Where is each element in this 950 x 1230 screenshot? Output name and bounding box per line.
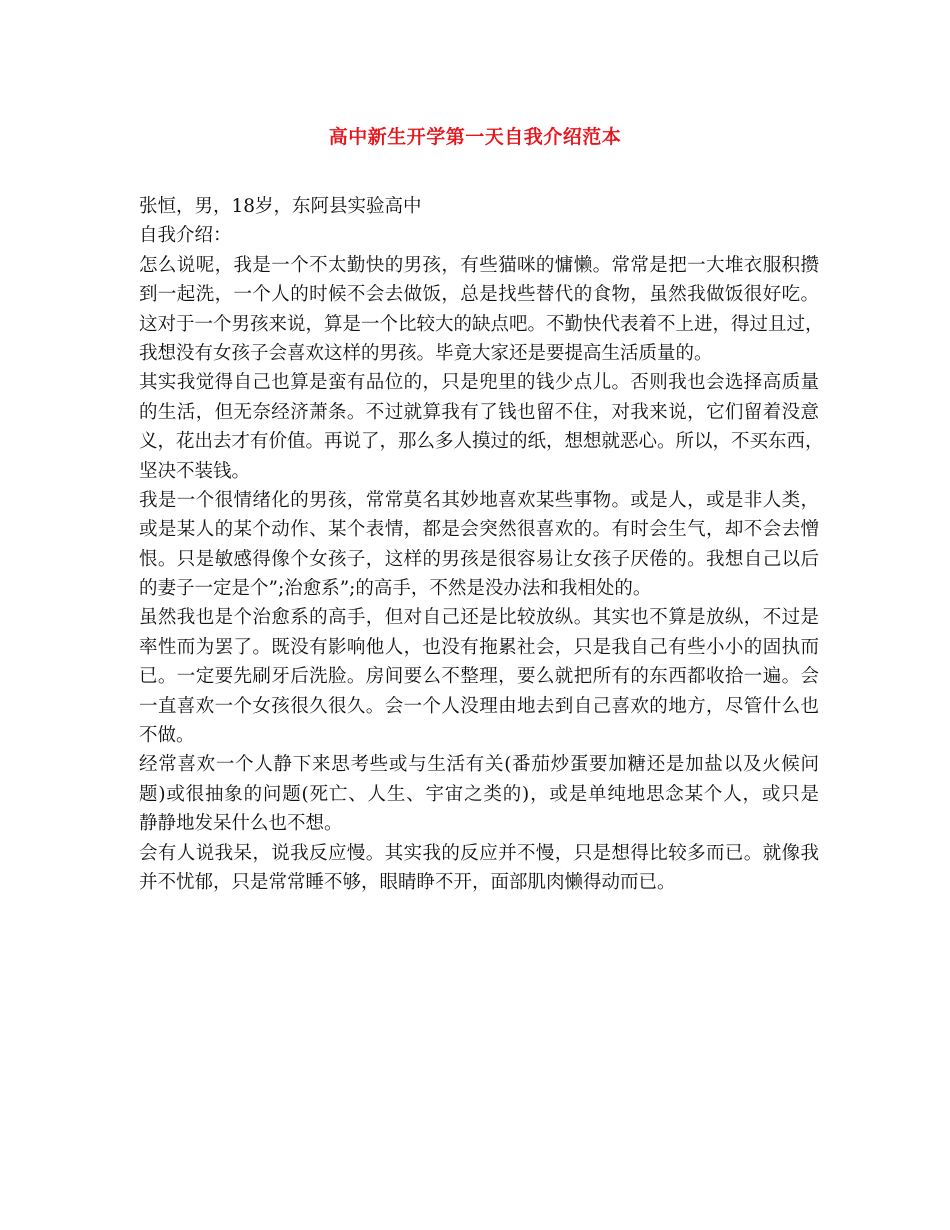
text-line: 虽然我也是个治愈系的高手，但对自己还是比较放纵。其实也不算是放纵，不过是 <box>139 607 819 629</box>
text-line: 自我介绍： <box>139 225 232 247</box>
text-line: 义，花出去才有价值。再说了，那么多人摸过的纸，想想就恶心。所以，不买东西， <box>139 431 824 453</box>
text-line: 张恒，男，18岁，东阿县实验高中 <box>139 196 422 217</box>
document-body <box>139 192 824 897</box>
document-title: 高中新生开学第一天自我介绍范本 <box>328 126 622 148</box>
text-line: 率性而为罢了。既没有影响他人，也没有拖累社会，只是我自己有些小小的固执而 <box>139 636 819 658</box>
text-line: 其实我觉得自己也算是蛮有品位的，只是兜里的钱少点儿。否则我也会选择高质量 <box>139 372 819 394</box>
text-line: 一直喜欢一个女孩很久很久。会一个人没理由地去到自己喜欢的地方，尽管什么也 <box>139 695 819 717</box>
text-line: 的妻子一定是个”;治愈系”;的高手，不然是没办法和我相处的。 <box>139 578 652 600</box>
text-line: 已。一定要先刷牙后洗脸。房间要么不整理，要么就把所有的东西都收拾一遍。会 <box>139 666 819 688</box>
text-line: 的生活，但无奈经济萧条。不过就算我有了钱也留不住，对我来说，它们留着没意 <box>139 401 819 423</box>
text-line: 我是一个很情绪化的男孩，常常莫名其妙地喜欢某些事物。或是人，或是非人类， <box>139 489 819 511</box>
text-line: 这对于一个男孩来说，算是一个比较大的缺点吧。不勤快代表着不上进，得过且过， <box>139 313 824 335</box>
text-line: 会有人说我呆，说我反应慢。其实我的反应并不慢，只是想得比较多而已。就像我 <box>139 842 819 864</box>
text-line: 到一起洗，一个人的时候不会去做饭，总是找些替代的食物，虽然我做饭很好吃。 <box>139 284 819 306</box>
text-line: 经常喜欢一个人静下来思考些或与生活有关(番茄炒蛋要加糖还是加盐以及火候问 <box>139 754 819 776</box>
text-line: 坚决不装钱。 <box>139 460 251 482</box>
text-line: 怎么说呢，我是一个不太勤快的男孩，有些猫咪的慵懒。常常是把一大堆衣服积攒 <box>139 254 819 276</box>
text-line: 静静地发呆什么也不想。 <box>139 813 343 835</box>
text-line: 我想没有女孩子会喜欢这样的男孩。毕竟大家还是要提高生活质量的。 <box>139 342 713 364</box>
text-line: 题)或很抽象的问题(死亡、人生、宇宙之类的)，或是单纯地思念某个人，或只是 <box>139 783 819 805</box>
text-line: 或是某人的某个动作、某个表情，都是会突然很喜欢的。有时会生气，却不会去憎 <box>139 519 819 541</box>
text-line: 不做。 <box>139 725 195 747</box>
text-line: 并不忧郁，只是常常睡不够，眼睛睁不开，面部肌肉懒得动而已。 <box>139 871 676 893</box>
text-line: 恨。只是敏感得像个女孩子，这样的男孩是很容易让女孩子厌倦的。我想自己以后 <box>139 548 819 570</box>
